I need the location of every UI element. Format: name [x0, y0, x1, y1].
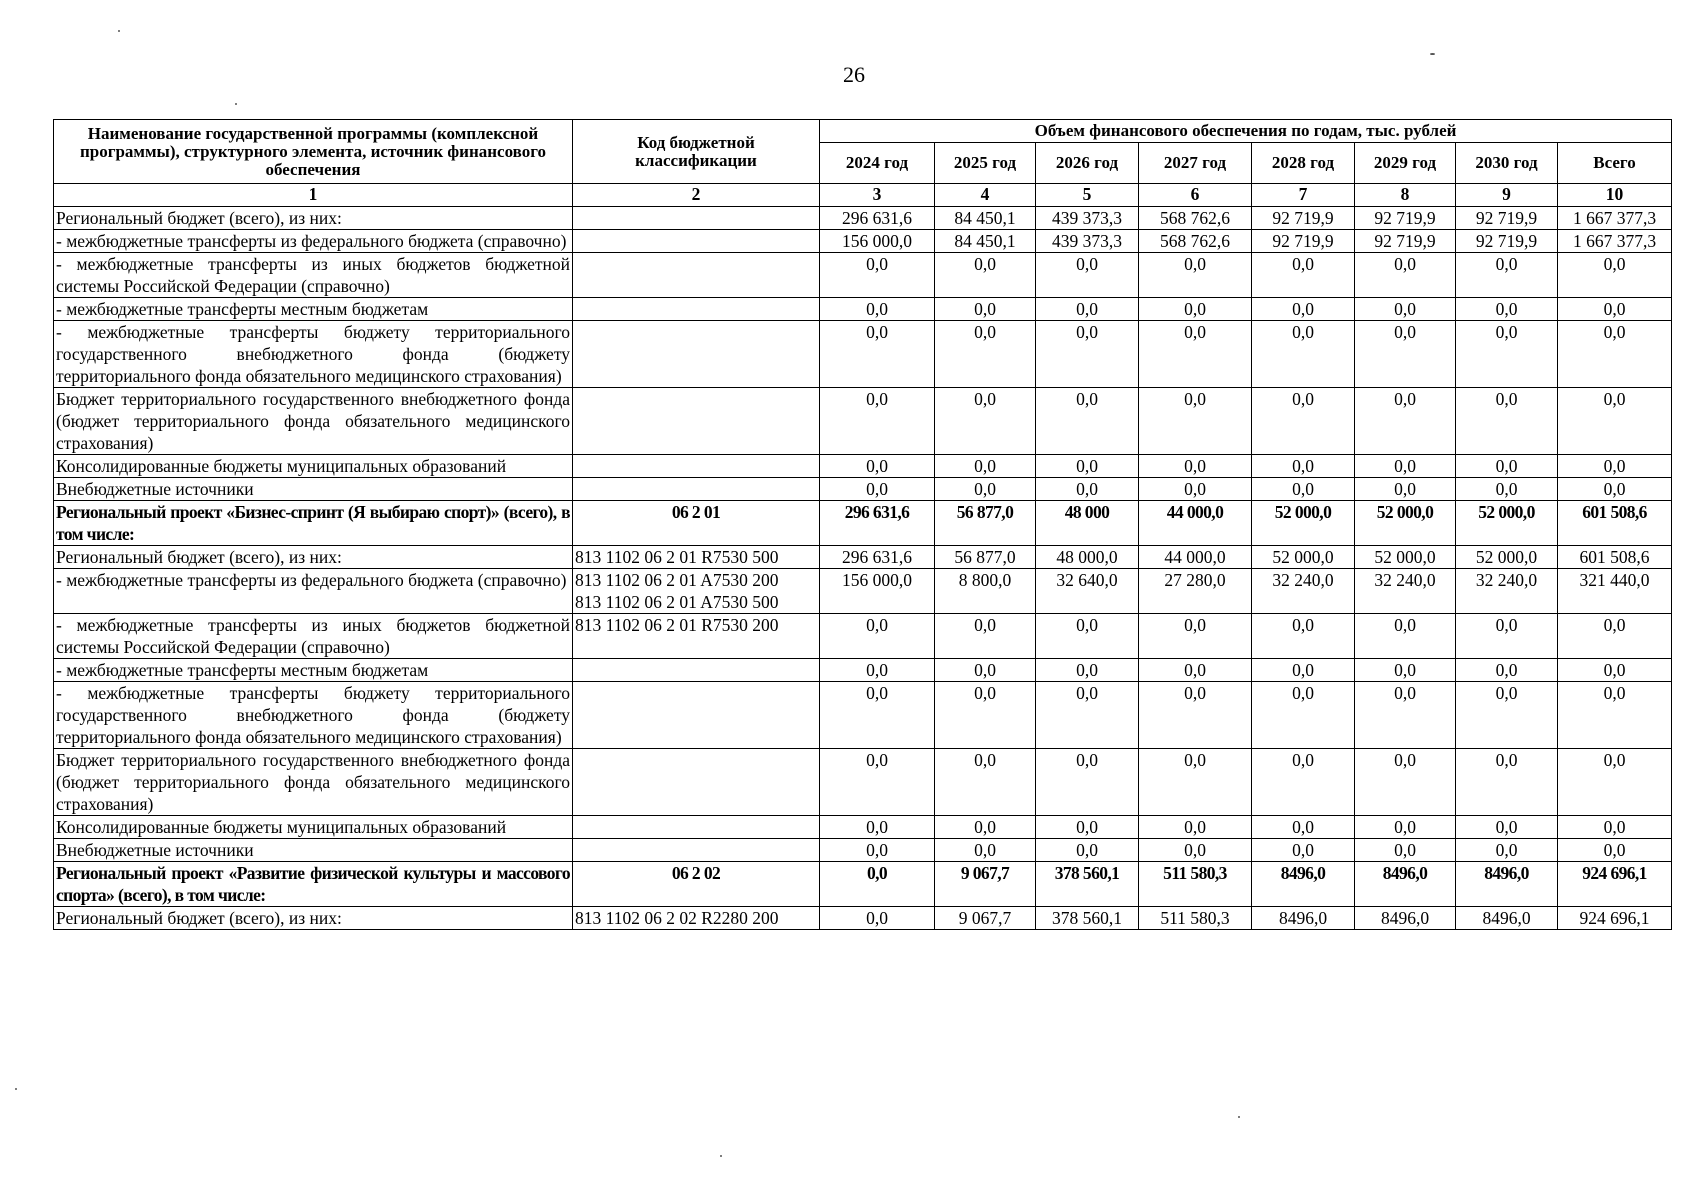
value-cell: 0,0	[1456, 478, 1558, 501]
value-cell: 0,0	[1139, 388, 1252, 455]
value-cell: 378 560,1	[1036, 907, 1139, 930]
row-code	[573, 321, 820, 388]
value-cell: 0,0	[935, 253, 1036, 298]
value-cell: 8496,0	[1252, 907, 1355, 930]
scan-speck	[1238, 1116, 1240, 1118]
row-code: 813 1102 06 2 02 R2280 200	[573, 907, 820, 930]
value-cell: 0,0	[1139, 478, 1252, 501]
row-code	[573, 816, 820, 839]
header-year: 2026 год	[1036, 143, 1139, 184]
value-cell: 0,0	[1036, 682, 1139, 749]
scan-speck	[235, 103, 237, 105]
value-cell: 0,0	[1558, 682, 1672, 749]
value-cell: 0,0	[1558, 478, 1672, 501]
value-cell: 0,0	[1036, 321, 1139, 388]
row-name: Региональный бюджет (всего), из них:	[54, 207, 573, 230]
value-cell: 0,0	[1355, 478, 1456, 501]
value-cell: 32 240,0	[1456, 569, 1558, 614]
value-cell: 27 280,0	[1139, 569, 1252, 614]
value-cell: 0,0	[1036, 659, 1139, 682]
value-cell: 0,0	[1456, 321, 1558, 388]
value-cell: 296 631,6	[820, 501, 935, 546]
header-year: 2024 год	[820, 143, 935, 184]
value-cell: 48 000,0	[1036, 546, 1139, 569]
value-cell: 8496,0	[1456, 862, 1558, 907]
value-cell: 8 800,0	[935, 569, 1036, 614]
value-cell: 0,0	[1558, 455, 1672, 478]
table-row	[54, 839, 1672, 862]
value-cell: 0,0	[820, 455, 935, 478]
value-cell: 44 000,0	[1139, 546, 1252, 569]
value-cell: 924 696,1	[1558, 907, 1672, 930]
value-cell: 92 719,9	[1355, 230, 1456, 253]
value-cell: 601 508,6	[1558, 501, 1672, 546]
value-cell: 0,0	[935, 659, 1036, 682]
value-cell: 0,0	[935, 388, 1036, 455]
value-cell: 0,0	[1456, 682, 1558, 749]
value-cell: 9 067,7	[935, 907, 1036, 930]
value-cell: 1 667 377,3	[1558, 230, 1672, 253]
row-name: - межбюджетные трансферты бюджету территориального государственного внебюджетного фонда (бюджету территориального фонда обязательного медицинского страхования)	[54, 321, 573, 388]
value-cell: 44 000,0	[1139, 501, 1252, 546]
value-cell: 52 000,0	[1355, 546, 1456, 569]
header-year: 2028 год	[1252, 143, 1355, 184]
value-cell: 52 000,0	[1456, 546, 1558, 569]
value-cell: 0,0	[1139, 839, 1252, 862]
value-cell: 568 762,6	[1139, 230, 1252, 253]
value-cell: 0,0	[935, 455, 1036, 478]
row-name: Внебюджетные источники	[54, 839, 573, 862]
row-code: 813 1102 06 2 01 A7530 200 813 1102 06 2 01 A7530 500	[573, 569, 820, 614]
value-cell: 0,0	[1558, 321, 1672, 388]
value-cell: 0,0	[1456, 749, 1558, 816]
scan-speck	[118, 30, 120, 32]
table-row	[54, 230, 1672, 253]
value-cell: 0,0	[1355, 253, 1456, 298]
row-name: Бюджет территориального государственного внебюджетного фонда (бюджет территориального фонда обязательного медицинского страхования)	[54, 749, 573, 816]
value-cell: 92 719,9	[1355, 207, 1456, 230]
value-cell: 0,0	[1139, 816, 1252, 839]
table-row	[54, 862, 1672, 907]
value-cell: 0,0	[935, 839, 1036, 862]
table-row	[54, 569, 1672, 614]
value-cell: 0,0	[1558, 659, 1672, 682]
column-number: 6	[1139, 184, 1252, 207]
table-row	[54, 478, 1672, 501]
row-name: Консолидированные бюджеты муниципальных образований	[54, 816, 573, 839]
value-cell: 0,0	[1252, 659, 1355, 682]
table-row	[54, 614, 1672, 659]
table-row	[54, 682, 1672, 749]
value-cell: 0,0	[820, 321, 935, 388]
value-cell: 0,0	[1456, 253, 1558, 298]
row-code	[573, 659, 820, 682]
row-code: 06 2 01	[573, 501, 820, 546]
value-cell: 924 696,1	[1558, 862, 1672, 907]
column-number: 5	[1036, 184, 1139, 207]
value-cell: 0,0	[935, 614, 1036, 659]
value-cell: 52 000,0	[1252, 501, 1355, 546]
value-cell: 56 877,0	[935, 546, 1036, 569]
table-row	[54, 749, 1672, 816]
row-name: - межбюджетные трансферты из федерального бюджета (справочно)	[54, 569, 573, 614]
financing-table	[53, 119, 1672, 930]
column-number: 8	[1355, 184, 1456, 207]
table-row	[54, 207, 1672, 230]
value-cell: 0,0	[820, 907, 935, 930]
value-cell: 1 667 377,3	[1558, 207, 1672, 230]
value-cell: 0,0	[1036, 455, 1139, 478]
row-code	[573, 388, 820, 455]
value-cell: 0,0	[1355, 298, 1456, 321]
value-cell: 0,0	[1456, 388, 1558, 455]
row-code	[573, 478, 820, 501]
row-name: - межбюджетные трансферты местным бюджетам	[54, 298, 573, 321]
value-cell: 0,0	[820, 862, 935, 907]
value-cell: 0,0	[1036, 839, 1139, 862]
header-volume: Объем финансового обеспечения по годам, тыс. рублей	[820, 120, 1672, 143]
value-cell: 92 719,9	[1456, 230, 1558, 253]
value-cell: 439 373,3	[1036, 207, 1139, 230]
value-cell: 52 000,0	[1355, 501, 1456, 546]
row-name: Бюджет территориального государственного внебюджетного фонда (бюджет территориального фонда обязательного медицинского страхования)	[54, 388, 573, 455]
value-cell: 0,0	[1252, 478, 1355, 501]
value-cell: 56 877,0	[935, 501, 1036, 546]
value-cell: 0,0	[1252, 816, 1355, 839]
value-cell: 48 000	[1036, 501, 1139, 546]
column-number: 2	[573, 184, 820, 207]
value-cell: 0,0	[1252, 298, 1355, 321]
scan-speck	[15, 1088, 17, 1090]
row-code	[573, 298, 820, 321]
value-cell: 92 719,9	[1252, 230, 1355, 253]
row-code	[573, 455, 820, 478]
value-cell: 0,0	[1558, 253, 1672, 298]
header-code: Код бюджетной классификации	[573, 120, 820, 184]
value-cell: 0,0	[1139, 659, 1252, 682]
row-name: Консолидированные бюджеты муниципальных образований	[54, 455, 573, 478]
value-cell: 0,0	[1456, 839, 1558, 862]
value-cell: 0,0	[1558, 614, 1672, 659]
value-cell: 92 719,9	[1252, 207, 1355, 230]
value-cell: 601 508,6	[1558, 546, 1672, 569]
table-row	[54, 253, 1672, 298]
table-row	[54, 501, 1672, 546]
value-cell: 0,0	[935, 321, 1036, 388]
scan-speck	[720, 1155, 722, 1157]
value-cell: 0,0	[1036, 253, 1139, 298]
value-cell: 156 000,0	[820, 569, 935, 614]
value-cell: 0,0	[1355, 614, 1456, 659]
value-cell: 32 640,0	[1036, 569, 1139, 614]
value-cell: 92 719,9	[1456, 207, 1558, 230]
value-cell: 321 440,0	[1558, 569, 1672, 614]
row-code	[573, 839, 820, 862]
value-cell: 0,0	[1252, 839, 1355, 862]
row-name: - межбюджетные трансферты местным бюджетам	[54, 659, 573, 682]
value-cell: 0,0	[820, 659, 935, 682]
value-cell: 0,0	[820, 749, 935, 816]
value-cell: 8496,0	[1252, 862, 1355, 907]
value-cell: 0,0	[1355, 816, 1456, 839]
value-cell: 0,0	[1355, 455, 1456, 478]
value-cell: 0,0	[935, 749, 1036, 816]
column-number: 1	[54, 184, 573, 207]
header-year: Всего	[1558, 143, 1672, 184]
row-code: 813 1102 06 2 01 R7530 200	[573, 614, 820, 659]
row-name: - межбюджетные трансферты из федерального бюджета (справочно)	[54, 230, 573, 253]
value-cell: 0,0	[1036, 388, 1139, 455]
row-name: Региональный проект «Развитие физической культуры и массового спорта» (всего), в том числе:	[54, 862, 573, 907]
header-year: 2027 год	[1139, 143, 1252, 184]
value-cell: 439 373,3	[1036, 230, 1139, 253]
value-cell: 0,0	[1456, 298, 1558, 321]
value-cell: 0,0	[935, 816, 1036, 839]
row-name: Региональный бюджет (всего), из них:	[54, 546, 573, 569]
value-cell: 0,0	[1139, 321, 1252, 388]
value-cell: 0,0	[820, 682, 935, 749]
value-cell: 0,0	[1036, 749, 1139, 816]
value-cell: 0,0	[1558, 816, 1672, 839]
table-row	[54, 907, 1672, 930]
table-row	[54, 298, 1672, 321]
value-cell: 0,0	[820, 388, 935, 455]
value-cell: 0,0	[1355, 321, 1456, 388]
value-cell: 0,0	[1355, 659, 1456, 682]
value-cell: 0,0	[1139, 614, 1252, 659]
value-cell: 0,0	[1036, 816, 1139, 839]
column-number: 3	[820, 184, 935, 207]
value-cell: 52 000,0	[1252, 546, 1355, 569]
value-cell: 0,0	[1139, 455, 1252, 478]
column-number: 4	[935, 184, 1036, 207]
value-cell: 84 450,1	[935, 207, 1036, 230]
header-year: 2029 год	[1355, 143, 1456, 184]
row-name: Внебюджетные источники	[54, 478, 573, 501]
header-year: 2025 год	[935, 143, 1036, 184]
value-cell: 0,0	[1456, 455, 1558, 478]
value-cell: 84 450,1	[935, 230, 1036, 253]
row-name: Региональный бюджет (всего), из них:	[54, 907, 573, 930]
value-cell: 296 631,6	[820, 207, 935, 230]
row-code	[573, 253, 820, 298]
value-cell: 0,0	[1456, 659, 1558, 682]
row-code: 813 1102 06 2 01 R7530 500	[573, 546, 820, 569]
row-name: - межбюджетные трансферты бюджету территориального государственного внебюджетного фонда (бюджету территориального фонда обязательного медицинского страхования)	[54, 682, 573, 749]
value-cell: 0,0	[1139, 749, 1252, 816]
row-code: 06 2 02	[573, 862, 820, 907]
value-cell: 0,0	[1139, 682, 1252, 749]
value-cell: 0,0	[1252, 388, 1355, 455]
value-cell: 8496,0	[1355, 862, 1456, 907]
value-cell: 9 067,7	[935, 862, 1036, 907]
value-cell: 0,0	[1355, 839, 1456, 862]
value-cell: 511 580,3	[1139, 862, 1252, 907]
value-cell: 32 240,0	[1252, 569, 1355, 614]
value-cell: 0,0	[1558, 839, 1672, 862]
value-cell: 0,0	[1355, 388, 1456, 455]
row-name: - межбюджетные трансферты из иных бюджетов бюджетной системы Российской Федерации (справочно)	[54, 253, 573, 298]
row-name: Региональный проект «Бизнес-спринт (Я выбираю спорт)» (всего), в том числе:	[54, 501, 573, 546]
value-cell: 0,0	[1036, 298, 1139, 321]
value-cell: 568 762,6	[1139, 207, 1252, 230]
column-number: 10	[1558, 184, 1672, 207]
table-row	[54, 546, 1672, 569]
scan-speck	[1430, 53, 1435, 55]
value-cell: 0,0	[820, 614, 935, 659]
value-cell: 378 560,1	[1036, 862, 1139, 907]
table-row	[54, 455, 1672, 478]
row-code	[573, 230, 820, 253]
value-cell: 0,0	[1456, 816, 1558, 839]
value-cell: 0,0	[1558, 298, 1672, 321]
value-cell: 511 580,3	[1139, 907, 1252, 930]
value-cell: 0,0	[820, 816, 935, 839]
value-cell: 32 240,0	[1355, 569, 1456, 614]
table-row	[54, 321, 1672, 388]
value-cell: 0,0	[1355, 682, 1456, 749]
value-cell: 0,0	[1139, 298, 1252, 321]
value-cell: 296 631,6	[820, 546, 935, 569]
value-cell: 0,0	[820, 298, 935, 321]
header-name: Наименование государственной программы (комплексной программы), структурного элемента, источник финансового обеспечения	[54, 120, 573, 184]
page-number: 26	[843, 62, 865, 87]
value-cell: 0,0	[1456, 614, 1558, 659]
value-cell: 0,0	[935, 682, 1036, 749]
table-row	[54, 816, 1672, 839]
value-cell: 0,0	[1252, 749, 1355, 816]
table-row	[54, 388, 1672, 455]
value-cell: 0,0	[1252, 455, 1355, 478]
value-cell: 0,0	[1252, 321, 1355, 388]
value-cell: 0,0	[1252, 682, 1355, 749]
column-number: 9	[1456, 184, 1558, 207]
value-cell: 0,0	[820, 839, 935, 862]
row-code	[573, 682, 820, 749]
column-number: 7	[1252, 184, 1355, 207]
value-cell: 0,0	[935, 478, 1036, 501]
value-cell: 0,0	[935, 298, 1036, 321]
row-name: - межбюджетные трансферты из иных бюджетов бюджетной системы Российской Федерации (справочно)	[54, 614, 573, 659]
header-year: 2030 год	[1456, 143, 1558, 184]
value-cell: 0,0	[1558, 749, 1672, 816]
value-cell: 0,0	[1355, 749, 1456, 816]
value-cell: 0,0	[1252, 253, 1355, 298]
value-cell: 8496,0	[1456, 907, 1558, 930]
table-row	[54, 659, 1672, 682]
value-cell: 0,0	[1036, 478, 1139, 501]
value-cell: 0,0	[1139, 253, 1252, 298]
row-code	[573, 749, 820, 816]
value-cell: 0,0	[820, 253, 935, 298]
value-cell: 0,0	[1252, 614, 1355, 659]
value-cell: 8496,0	[1355, 907, 1456, 930]
row-code	[573, 207, 820, 230]
value-cell: 52 000,0	[1456, 501, 1558, 546]
value-cell: 0,0	[820, 478, 935, 501]
value-cell: 156 000,0	[820, 230, 935, 253]
value-cell: 0,0	[1558, 388, 1672, 455]
value-cell: 0,0	[1036, 614, 1139, 659]
